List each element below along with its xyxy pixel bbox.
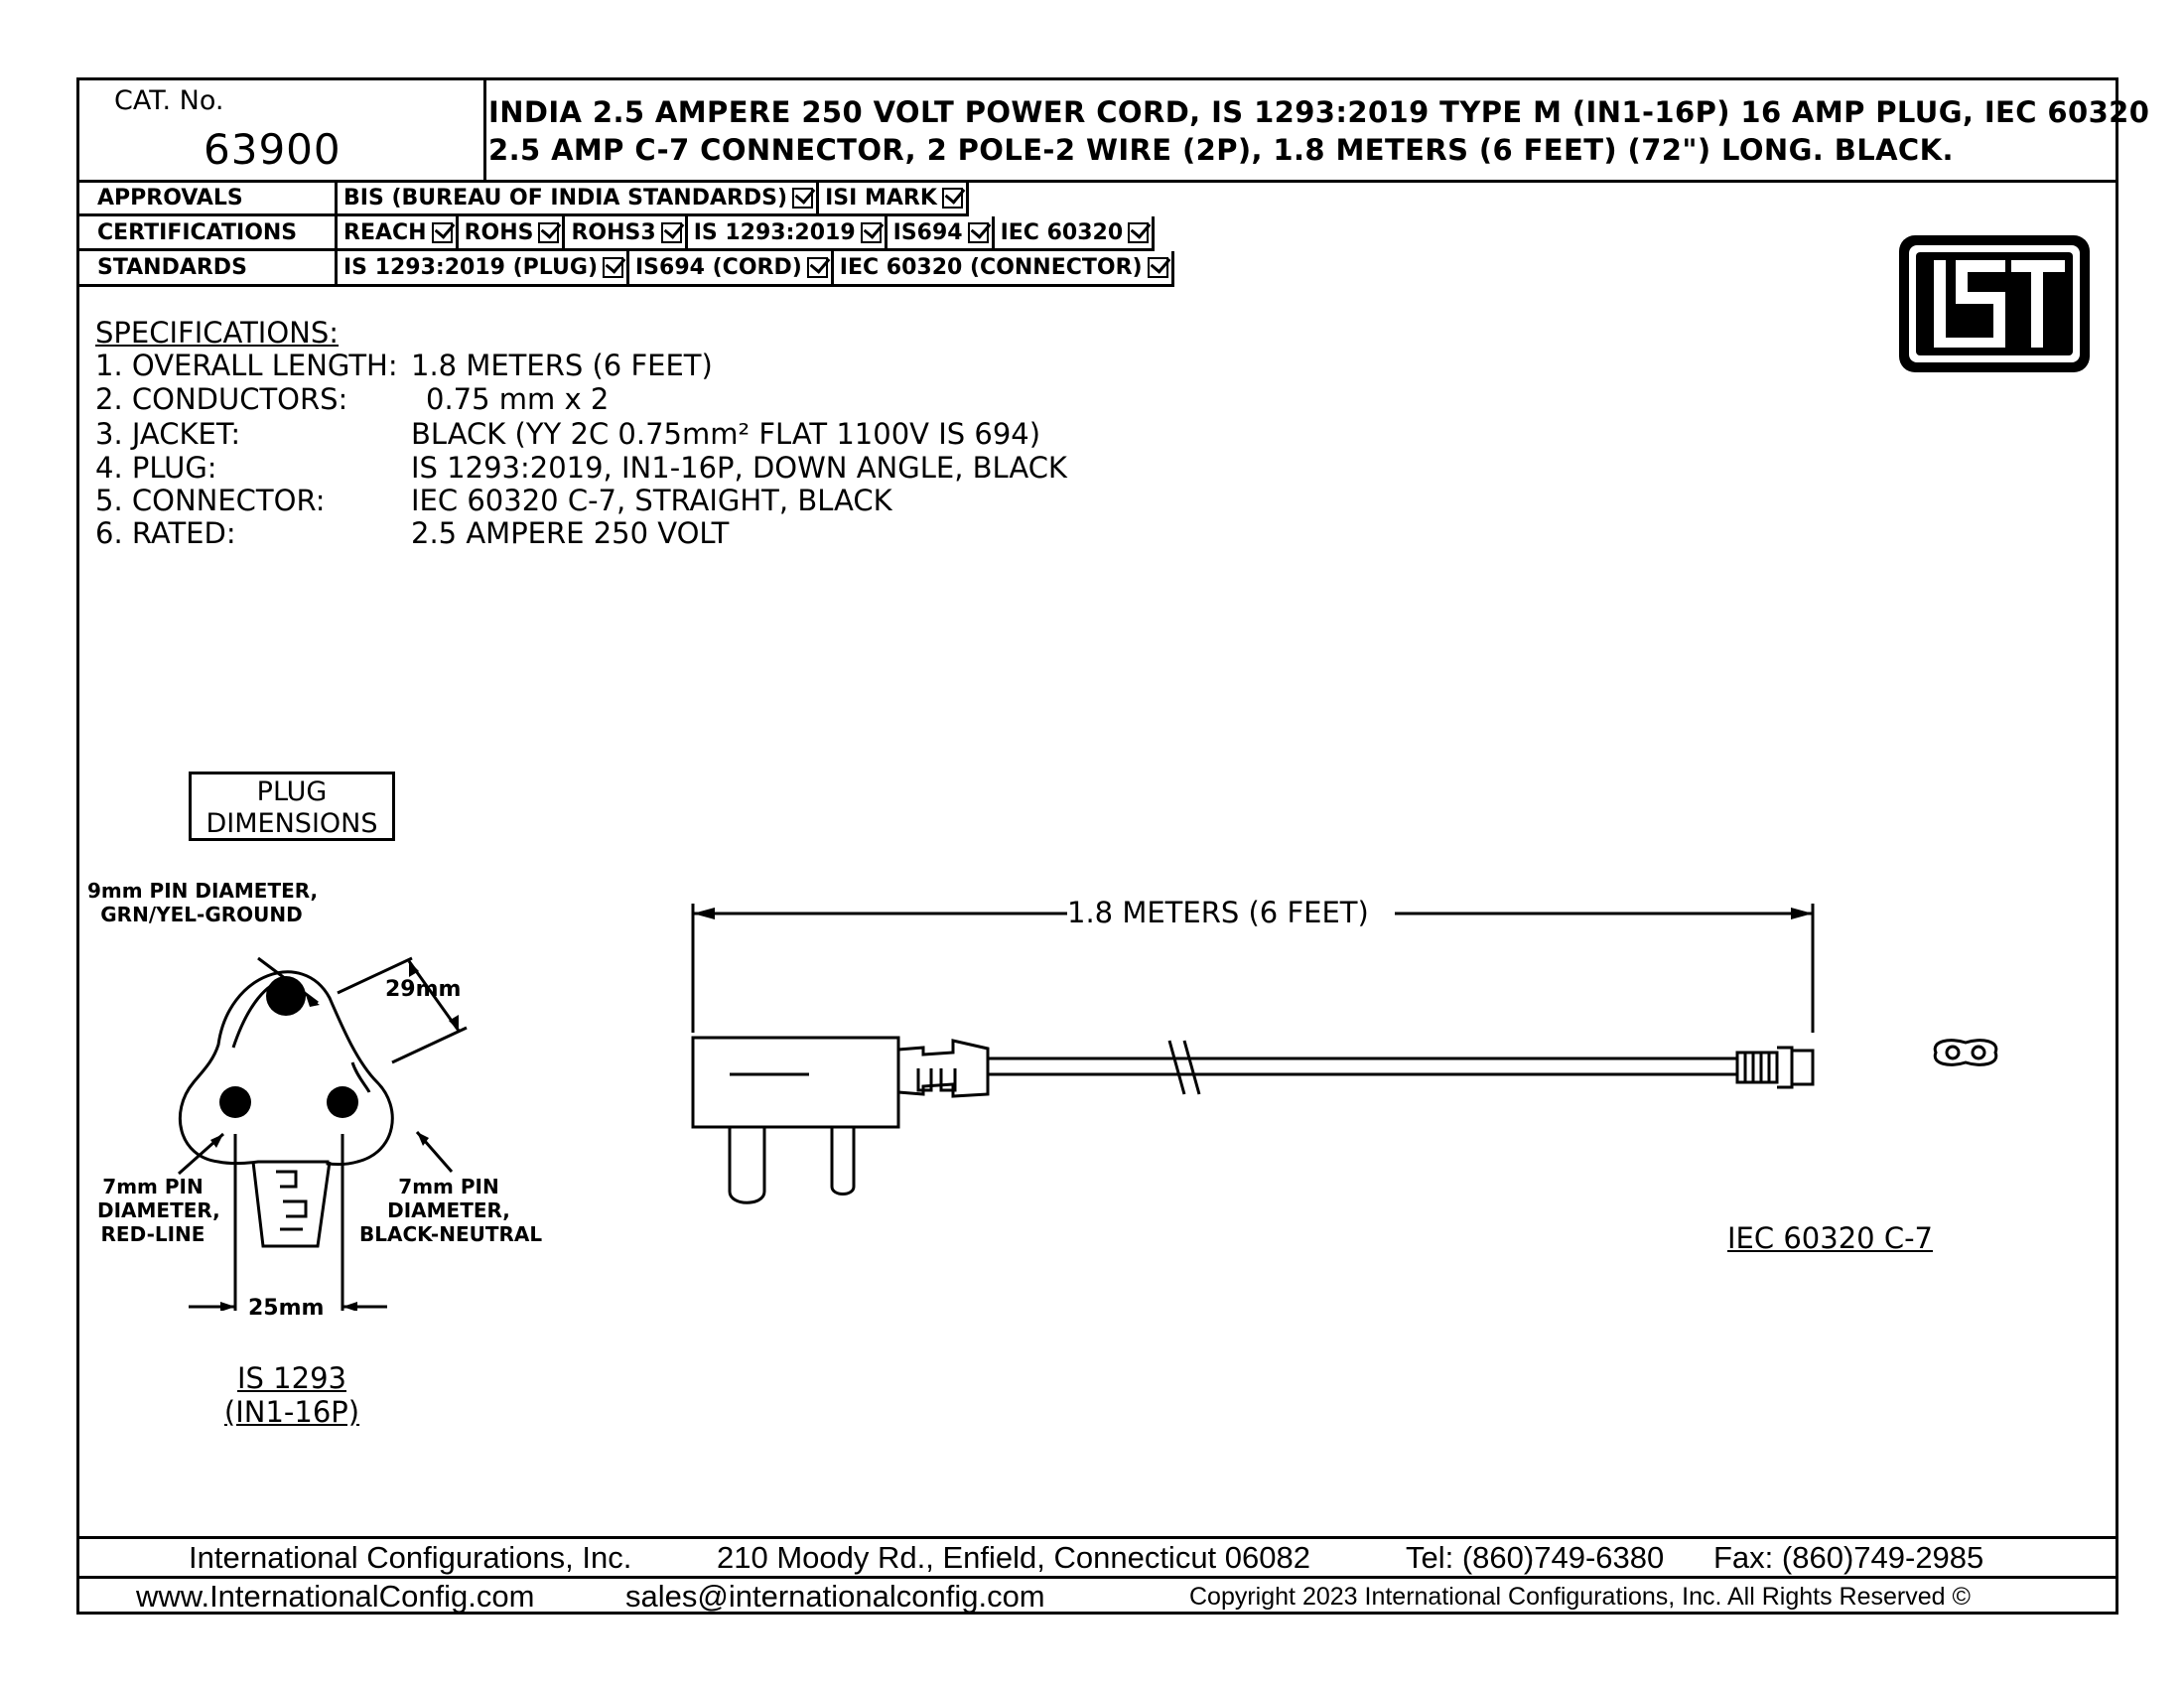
connector-ribs bbox=[1745, 1053, 1769, 1082]
certification-item: IEC 60320 bbox=[995, 216, 1156, 251]
title-divider bbox=[483, 77, 486, 182]
cat-label: CAT. No. bbox=[114, 85, 224, 116]
footer-rule-top bbox=[76, 1536, 2118, 1539]
cat-number: 63900 bbox=[204, 125, 341, 174]
spec-row: 4. PLUG: IS 1293:2019, IN1-16P, DOWN ANGLE, BLACK bbox=[95, 451, 1067, 485]
footer-tel: Tel: (860)749-6380 bbox=[1406, 1540, 1665, 1575]
spec-row: 6. RATED: 2.5 AMPERE 250 VOLT bbox=[95, 516, 730, 550]
break-mark bbox=[1184, 1041, 1199, 1094]
description-line-2: 2.5 AMP C-7 CONNECTOR, 2 POLE-2 WIRE (2P), 1.8 METERS (6 FEET) (72") LONG. BLACK. bbox=[488, 133, 1954, 167]
certifications-row bbox=[76, 216, 1155, 251]
standards-row bbox=[76, 251, 1174, 287]
line-pin-label: 7mm PIN DIAMETER, RED-LINE bbox=[97, 1175, 220, 1246]
plug-strain-relief bbox=[898, 1041, 988, 1096]
checkbox-checked-icon bbox=[661, 222, 682, 243]
description-line-1: INDIA 2.5 AMPERE 250 VOLT POWER CORD, IS 1293:2019 TYPE M (IN1-16P) 16 AMP PLUG, IEC 60320 bbox=[488, 95, 2150, 129]
approval-item: BIS (BUREAU OF INDIA STANDARDS) bbox=[338, 183, 819, 216]
checkbox-checked-icon bbox=[942, 188, 963, 209]
footer-company: International Configurations, Inc. bbox=[189, 1540, 632, 1575]
standard-item: IS 1293:2019 (PLUG) bbox=[338, 251, 629, 287]
connector-body bbox=[1777, 1048, 1813, 1087]
arrow-head bbox=[693, 908, 715, 919]
checkbox-checked-icon bbox=[861, 222, 882, 243]
break-mark bbox=[1169, 1041, 1184, 1094]
line-pin bbox=[219, 1086, 251, 1118]
arrow-head bbox=[210, 1134, 223, 1148]
checkbox-checked-icon bbox=[792, 188, 813, 209]
isi-logo bbox=[1894, 230, 2095, 377]
dim-29-ext-1 bbox=[338, 958, 412, 993]
arrow-head bbox=[342, 1302, 357, 1311]
plug-face-drawing bbox=[60, 914, 496, 1311]
spec-row: 1. OVERALL LENGTH: 1.8 METERS (6 FEET) bbox=[95, 349, 713, 382]
plug-standard-label: IS 1293 (IN1-16P) bbox=[223, 1361, 360, 1429]
approvals-label: APPROVALS bbox=[76, 183, 338, 216]
specifications-title: SPECIFICATIONS: bbox=[95, 316, 340, 350]
standard-item: IS694 (CORD) bbox=[629, 251, 834, 287]
footer-email[interactable]: sales@internationalconfig.com bbox=[625, 1579, 1045, 1614]
product-description bbox=[488, 93, 2149, 169]
certifications-label: CERTIFICATIONS bbox=[76, 216, 338, 251]
cord-length-label: 1.8 METERS (6 FEET) bbox=[1067, 896, 1369, 929]
plug-stem bbox=[253, 1162, 330, 1246]
standards-label: STANDARDS bbox=[76, 251, 338, 287]
top-spacing-label: 29mm bbox=[385, 977, 462, 1002]
plug-pin-small bbox=[832, 1127, 854, 1195]
footer-copyright: Copyright 2023 International Configurations, Inc. All Rights Reserved © bbox=[1189, 1583, 1971, 1611]
spec-row: 2. CONDUCTORS: 0.75 mm x 2 bbox=[95, 382, 610, 416]
certification-item: IS 1293:2019 bbox=[688, 216, 887, 251]
plug-stem-grip bbox=[276, 1172, 306, 1229]
footer-fax: Fax: (860)749-2985 bbox=[1713, 1540, 1984, 1575]
checkbox-checked-icon bbox=[603, 257, 623, 278]
certification-item: ROHS3 bbox=[565, 216, 687, 251]
footer-address: 210 Moody Rd., Enfield, Connecticut 06082 bbox=[717, 1540, 1310, 1575]
connector-standard-label: IEC 60320 C-7 bbox=[1727, 1221, 1933, 1255]
footer-website[interactable]: www.InternationalConfig.com bbox=[136, 1579, 535, 1614]
c7-face bbox=[1935, 1041, 1996, 1065]
checkbox-checked-icon bbox=[538, 222, 559, 243]
certification-item: ROHS bbox=[459, 216, 566, 251]
arrow-head bbox=[1791, 908, 1813, 919]
arrow-head bbox=[220, 1302, 235, 1311]
bottom-spacing-label: 25mm bbox=[248, 1296, 325, 1321]
plug-pin-large bbox=[730, 1127, 764, 1202]
checkbox-checked-icon bbox=[968, 222, 989, 243]
cord-drawing bbox=[685, 874, 2075, 1231]
checkbox-checked-icon bbox=[432, 222, 453, 243]
checkbox-checked-icon bbox=[807, 257, 828, 278]
approvals-row bbox=[76, 183, 969, 216]
c7-hole bbox=[1973, 1047, 1984, 1058]
certification-item: REACH bbox=[338, 216, 459, 251]
approval-item: ISI MARK bbox=[819, 183, 969, 216]
standard-item: IEC 60320 (CONNECTOR) bbox=[834, 251, 1174, 287]
connector-strain-relief bbox=[1737, 1053, 1777, 1082]
dim-29-ext-2 bbox=[392, 1028, 467, 1062]
spec-row: 5. CONNECTOR: IEC 60320 C-7, STRAIGHT, BLACK bbox=[95, 484, 892, 517]
arrow-head bbox=[306, 995, 320, 1007]
neutral-pin bbox=[327, 1086, 358, 1118]
neutral-pin-label: 7mm PIN DIAMETER, BLACK-NEUTRAL bbox=[359, 1175, 543, 1246]
checkbox-checked-icon bbox=[1128, 222, 1149, 243]
checkbox-checked-icon bbox=[1148, 257, 1168, 278]
c7-hole bbox=[1947, 1047, 1959, 1058]
plug-dimensions-title: PLUG DIMENSIONS bbox=[189, 772, 395, 841]
spec-row: 3. JACKET: BLACK (YY 2C 0.75mm² FLAT 1100V IS 694) bbox=[95, 417, 1041, 451]
certification-item: IS694 bbox=[887, 216, 995, 251]
ground-pin-label: 9mm PIN DIAMETER, GRN/YEL-GROUND bbox=[87, 879, 319, 926]
plug-inner-ridge bbox=[352, 1062, 369, 1092]
ground-pin bbox=[266, 976, 306, 1016]
plug-body bbox=[693, 1038, 898, 1127]
